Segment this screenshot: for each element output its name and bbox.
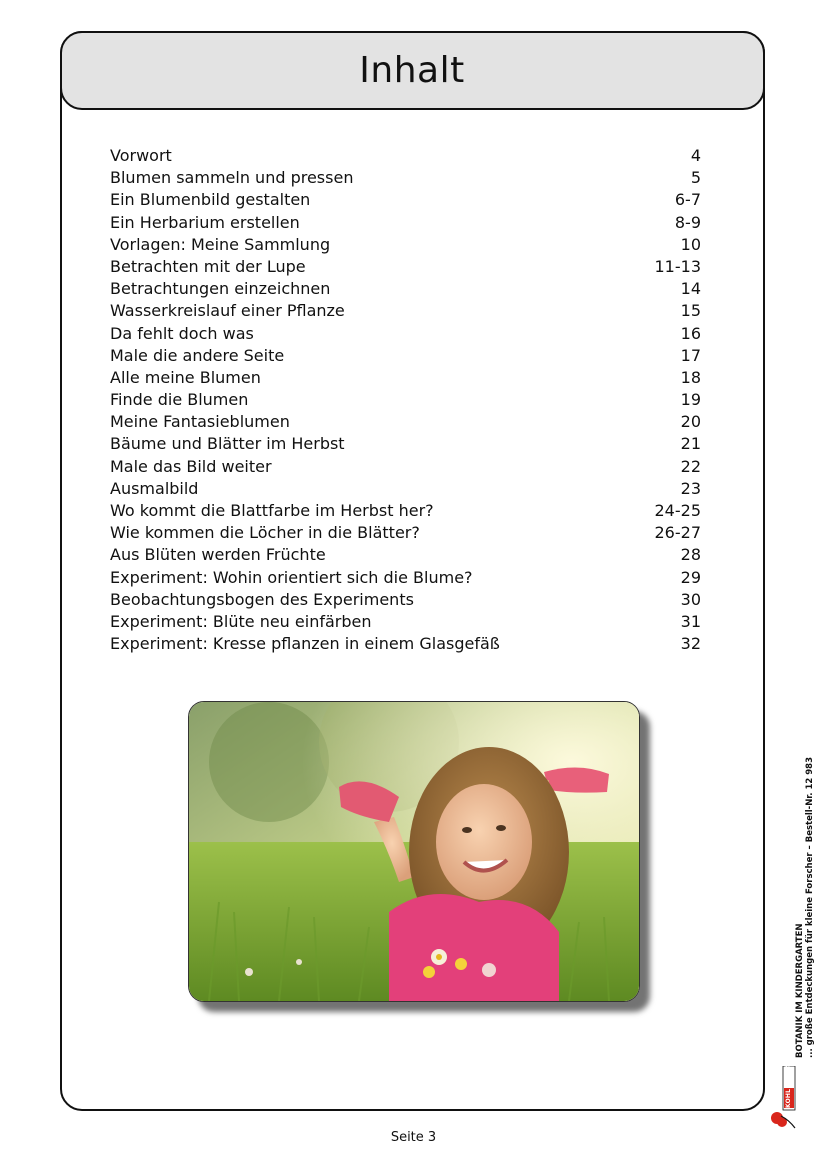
toc-entry-page: 5: [690, 168, 701, 188]
page-title: Inhalt: [359, 49, 465, 91]
toc-entry: [110, 323, 701, 345]
toc-entry: [110, 189, 701, 211]
toc-entry-label: Blumen sammeln und pressen: [110, 168, 354, 188]
toc-entry-page: 22: [680, 456, 701, 476]
toc-entry-page: 14: [680, 279, 701, 299]
toc-entry: [110, 478, 701, 500]
toc-entry-label: Aus Blüten werden Früchte: [110, 545, 326, 565]
toc-entry: [110, 633, 701, 655]
toc-entry-page: 24-25: [654, 501, 701, 520]
toc-entry-page: 20: [680, 412, 701, 432]
toc-entry-label: Beobachtungsbogen des Experiments: [110, 589, 414, 609]
toc-entry-label: Male die andere Seite: [110, 345, 285, 365]
publisher-sidebar-text: [795, 757, 815, 1058]
toc-entry: [110, 278, 701, 300]
toc-entry-page: 16: [680, 323, 701, 343]
toc-entry: [110, 212, 701, 234]
toc-entry-page: 15: [680, 301, 701, 321]
toc-entry-page: 29: [680, 567, 701, 587]
sidebar-line-1: BOTANIK IM KINDERGARTEN: [795, 923, 805, 1058]
toc-entry-label: Betrachtungen einzeichnen: [110, 279, 331, 299]
toc-entry-page: 6-7: [674, 190, 701, 210]
toc-entry-label: Experiment: Blüte neu einfärben: [110, 611, 372, 631]
page-number: Seite 3: [390, 1130, 437, 1145]
toc-entry-label: Wie kommen die Löcher in die Blätter?: [110, 523, 420, 543]
toc-entry: [110, 611, 701, 633]
toc-entry-page: 23: [680, 478, 701, 498]
toc-entry-page: 32: [680, 634, 701, 654]
logo-text: KOHL VERLAG: [785, 1058, 792, 1108]
toc-entry-page: 19: [680, 390, 701, 410]
toc-entry: [110, 456, 701, 478]
toc-entry-page: 11-13: [654, 256, 701, 276]
toc-entry-label: Da fehlt doch was: [110, 323, 254, 343]
toc-entry-label: Wo kommt die Blattfarbe im Herbst her?: [110, 501, 434, 520]
toc-entry: [110, 433, 701, 455]
toc-entry: [110, 522, 701, 544]
toc-entry-page: 17: [680, 345, 701, 365]
toc-entry-label: Ein Blumenbild gestalten: [110, 190, 311, 210]
toc-entry-page: 28: [680, 545, 701, 565]
toc-entry-page: 18: [680, 367, 701, 387]
toc-entry-label: Vorlagen: Meine Sammlung: [110, 234, 331, 254]
toc-entry-label: Wasserkreislauf einer Pflanze: [110, 301, 345, 321]
toc-entry-page: 26-27: [654, 523, 701, 543]
toc-entry-page: 30: [680, 589, 701, 609]
sidebar-line-2: ... große Entdeckungen für kleine Forscher – Bestell-Nr. 12 983: [805, 756, 815, 1058]
toc-entry-label: Ein Herbarium erstellen: [110, 212, 300, 232]
kohl-verlag-logo: [769, 1058, 799, 1130]
toc-entry: [110, 345, 701, 367]
toc-entry-label: Bäume und Blätter im Herbst: [110, 434, 345, 454]
photo-illustration: [189, 702, 639, 1001]
toc-entry-label: Ausmalbild: [110, 478, 199, 498]
toc-entry: [110, 389, 701, 411]
toc-entry: [110, 589, 701, 611]
toc-entry: [110, 367, 701, 389]
toc-entry-page: 21: [680, 434, 701, 454]
toc-entry-label: Male das Bild weiter: [110, 456, 272, 476]
toc-entry-label: Vorwort: [110, 146, 172, 165]
toc-entry-label: Betrachten mit der Lupe: [110, 256, 306, 276]
toc-entry-label: Alle meine Blumen: [110, 367, 261, 387]
toc-entry-label: Experiment: Kresse pflanzen in einem Glasgefäß: [110, 634, 500, 654]
toc-entry: [110, 411, 701, 433]
toc-entry-page: 4: [690, 146, 701, 165]
toc-entry-page: 10: [680, 234, 701, 254]
toc-entry: [110, 567, 701, 589]
toc-entry-label: Meine Fantasieblumen: [110, 412, 290, 432]
toc-entry-label: Finde die Blumen: [110, 390, 249, 410]
publisher-logo-icon: [769, 1066, 799, 1130]
girl-in-meadow-photo: [188, 701, 640, 1002]
toc-entry: [110, 145, 701, 167]
toc-entry: [110, 300, 701, 322]
toc-entry-page: 8-9: [674, 212, 701, 232]
toc-entry: [110, 544, 701, 566]
toc-entry-page: 31: [680, 611, 701, 631]
toc-entry: [110, 167, 701, 189]
table-of-contents: [110, 145, 701, 655]
toc-entry-label: Experiment: Wohin orientiert sich die Blume?: [110, 567, 473, 587]
toc-entry: [110, 256, 701, 278]
toc-entry: [110, 234, 701, 256]
toc-entry: [110, 500, 701, 522]
title-bar: [60, 31, 765, 110]
